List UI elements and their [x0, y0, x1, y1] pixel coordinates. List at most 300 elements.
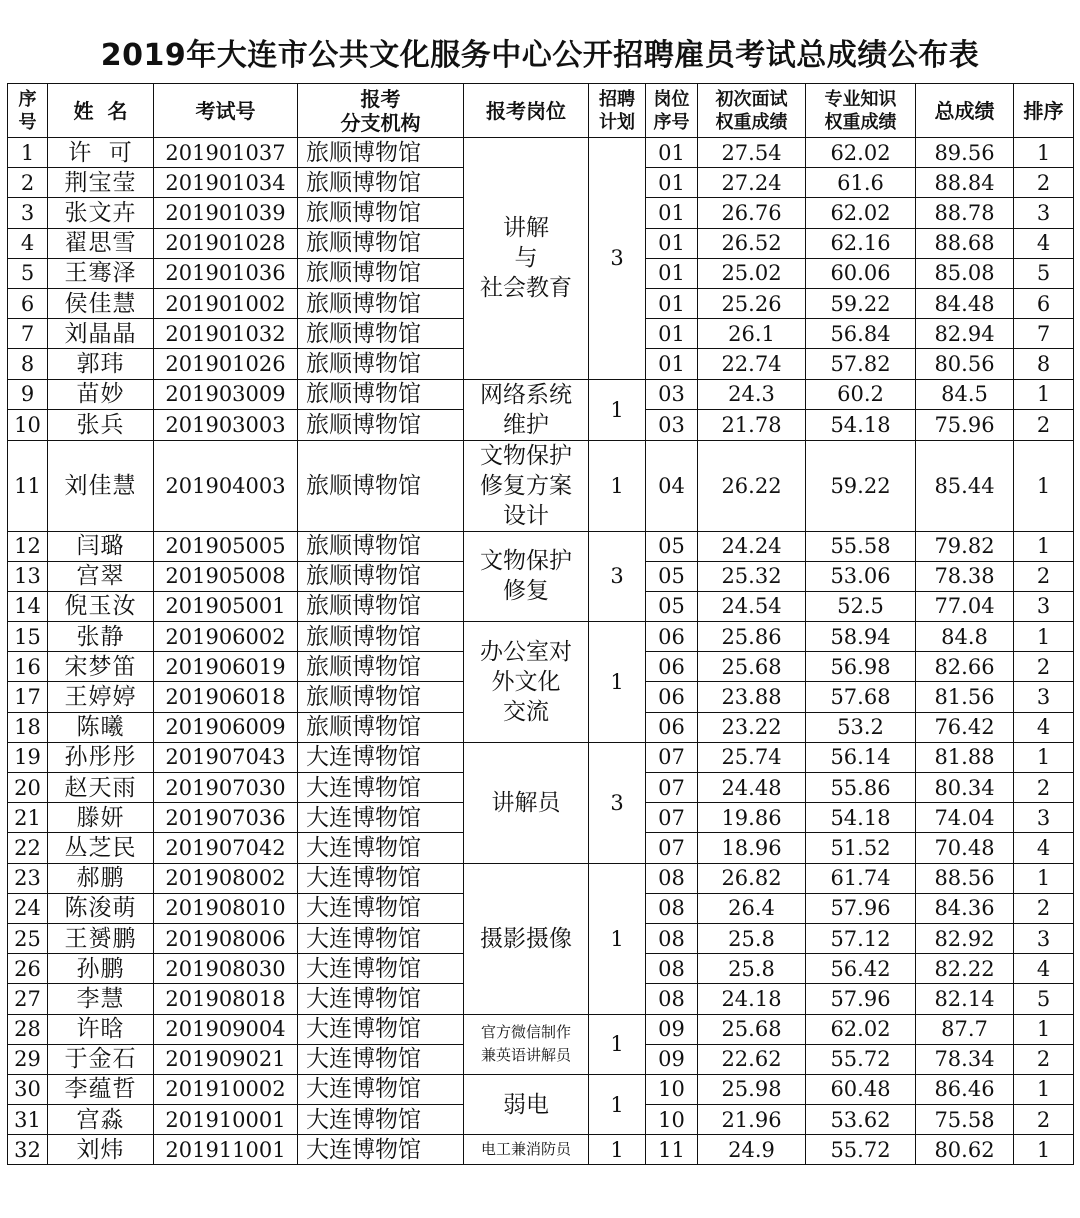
cell-exam-no: 201906019	[154, 652, 298, 682]
cell-post-no: 08	[646, 893, 698, 923]
table-row	[8, 1135, 1074, 1165]
cell-exam-no: 201905001	[154, 591, 298, 621]
cell-post-no: 04	[646, 440, 698, 531]
header-rank: 排序	[1014, 84, 1074, 138]
cell-total: 80.62	[916, 1135, 1014, 1165]
table-row	[8, 440, 1074, 531]
cell-post-no: 01	[646, 258, 698, 288]
cell-post-no: 08	[646, 863, 698, 893]
cell-exam-no: 201901026	[154, 349, 298, 379]
cell-total: 88.84	[916, 168, 1014, 198]
cell-rank: 2	[1014, 410, 1074, 441]
cell-rank: 1	[1014, 531, 1074, 561]
cell-interview: 23.88	[698, 682, 806, 712]
cell-total: 84.36	[916, 893, 1014, 923]
cell-exam-no: 201908002	[154, 863, 298, 893]
cell-interview: 24.48	[698, 773, 806, 803]
cell-knowledge: 53.06	[806, 561, 916, 591]
cell-interview: 25.02	[698, 258, 806, 288]
cell-plan: 1	[589, 379, 646, 440]
cell-rank: 4	[1014, 954, 1074, 984]
cell-seq: 21	[8, 803, 48, 833]
header-seq: 序 号	[8, 84, 48, 138]
cell-rank: 1	[1014, 622, 1074, 652]
cell-exam-no: 201908006	[154, 923, 298, 953]
cell-knowledge: 53.62	[806, 1105, 916, 1135]
cell-name: 丛芝民	[48, 833, 154, 863]
cell-rank: 2	[1014, 561, 1074, 591]
cell-org: 旅顺博物馆	[298, 168, 464, 198]
cell-plan: 3	[589, 531, 646, 622]
cell-rank: 1	[1014, 440, 1074, 531]
cell-seq: 13	[8, 561, 48, 591]
cell-total: 77.04	[916, 591, 1014, 621]
header-name: 姓 名	[48, 84, 154, 138]
cell-org: 旅顺博物馆	[298, 591, 464, 621]
cell-org: 大连博物馆	[298, 893, 464, 923]
cell-name: 许 可	[48, 138, 154, 168]
cell-interview: 25.74	[698, 742, 806, 772]
cell-name: 滕妍	[48, 803, 154, 833]
cell-rank: 1	[1014, 863, 1074, 893]
cell-rank: 2	[1014, 652, 1074, 682]
cell-org: 大连博物馆	[298, 863, 464, 893]
cell-name: 王骞泽	[48, 258, 154, 288]
cell-knowledge: 62.02	[806, 198, 916, 228]
cell-interview: 24.24	[698, 531, 806, 561]
cell-rank: 1	[1014, 1135, 1074, 1165]
cell-interview: 25.68	[698, 652, 806, 682]
cell-interview: 25.86	[698, 622, 806, 652]
cell-name: 李慧	[48, 984, 154, 1014]
cell-org: 旅顺博物馆	[298, 138, 464, 168]
cell-name: 倪玉汝	[48, 591, 154, 621]
cell-org: 旅顺博物馆	[298, 682, 464, 712]
table-row	[8, 622, 1074, 652]
cell-rank: 1	[1014, 742, 1074, 772]
cell-name: 刘佳慧	[48, 440, 154, 531]
cell-post-no: 07	[646, 773, 698, 803]
cell-org: 大连博物馆	[298, 1014, 464, 1044]
cell-rank: 4	[1014, 228, 1074, 258]
cell-knowledge: 56.98	[806, 652, 916, 682]
cell-org: 大连博物馆	[298, 954, 464, 984]
cell-seq: 22	[8, 833, 48, 863]
cell-total: 81.56	[916, 682, 1014, 712]
cell-knowledge: 60.48	[806, 1074, 916, 1104]
cell-knowledge: 60.2	[806, 379, 916, 410]
cell-seq: 9	[8, 379, 48, 410]
cell-exam-no: 201906018	[154, 682, 298, 712]
cell-interview: 26.82	[698, 863, 806, 893]
cell-org: 旅顺博物馆	[298, 622, 464, 652]
cell-seq: 27	[8, 984, 48, 1014]
cell-name: 陈曦	[48, 712, 154, 742]
cell-interview: 21.96	[698, 1105, 806, 1135]
cell-interview: 26.76	[698, 198, 806, 228]
cell-post-no: 01	[646, 349, 698, 379]
cell-name: 张兵	[48, 410, 154, 441]
cell-post: 官方微信制作 兼英语讲解员	[464, 1014, 589, 1074]
cell-total: 74.04	[916, 803, 1014, 833]
cell-total: 84.8	[916, 622, 1014, 652]
cell-total: 84.5	[916, 379, 1014, 410]
cell-name: 闫璐	[48, 531, 154, 561]
cell-org: 旅顺博物馆	[298, 379, 464, 410]
cell-post-no: 01	[646, 138, 698, 168]
cell-org: 旅顺博物馆	[298, 561, 464, 591]
cell-plan: 3	[589, 742, 646, 863]
cell-post-no: 03	[646, 410, 698, 441]
cell-knowledge: 51.52	[806, 833, 916, 863]
cell-total: 81.88	[916, 742, 1014, 772]
cell-plan: 1	[589, 1014, 646, 1074]
header-post-no: 岗位 序号	[646, 84, 698, 138]
header-knowledge: 专业知识 权重成绩	[806, 84, 916, 138]
cell-interview: 27.24	[698, 168, 806, 198]
cell-total: 88.78	[916, 198, 1014, 228]
cell-plan: 1	[589, 440, 646, 531]
cell-total: 80.34	[916, 773, 1014, 803]
cell-knowledge: 55.72	[806, 1044, 916, 1074]
cell-org: 大连博物馆	[298, 923, 464, 953]
cell-name: 侯佳慧	[48, 288, 154, 318]
cell-total: 87.7	[916, 1014, 1014, 1044]
cell-knowledge: 62.02	[806, 1014, 916, 1044]
cell-interview: 24.3	[698, 379, 806, 410]
cell-org: 旅顺博物馆	[298, 349, 464, 379]
cell-interview: 22.74	[698, 349, 806, 379]
cell-org: 大连博物馆	[298, 833, 464, 863]
cell-seq: 26	[8, 954, 48, 984]
cell-exam-no: 201901002	[154, 288, 298, 318]
cell-knowledge: 52.5	[806, 591, 916, 621]
cell-post: 讲解员	[464, 742, 589, 863]
cell-post-no: 06	[646, 622, 698, 652]
cell-exam-no: 201901032	[154, 319, 298, 349]
cell-exam-no: 201906009	[154, 712, 298, 742]
cell-seq: 5	[8, 258, 48, 288]
cell-org: 旅顺博物馆	[298, 440, 464, 531]
cell-total: 78.34	[916, 1044, 1014, 1074]
cell-total: 80.56	[916, 349, 1014, 379]
cell-name: 郭玮	[48, 349, 154, 379]
cell-seq: 32	[8, 1135, 48, 1165]
cell-knowledge: 57.82	[806, 349, 916, 379]
cell-post-no: 05	[646, 531, 698, 561]
cell-interview: 26.1	[698, 319, 806, 349]
cell-name: 李蕴哲	[48, 1074, 154, 1104]
cell-seq: 31	[8, 1105, 48, 1135]
cell-org: 旅顺博物馆	[298, 410, 464, 441]
cell-org: 旅顺博物馆	[298, 712, 464, 742]
cell-exam-no: 201901039	[154, 198, 298, 228]
cell-seq: 24	[8, 893, 48, 923]
cell-total: 82.22	[916, 954, 1014, 984]
cell-exam-no: 201901036	[154, 258, 298, 288]
cell-interview: 23.22	[698, 712, 806, 742]
cell-rank: 3	[1014, 591, 1074, 621]
cell-total: 70.48	[916, 833, 1014, 863]
cell-post-no: 01	[646, 228, 698, 258]
cell-rank: 1	[1014, 379, 1074, 410]
cell-name: 孙彤彤	[48, 742, 154, 772]
cell-post: 弱电	[464, 1074, 589, 1134]
cell-post: 办公室对 外文化 交流	[464, 622, 589, 743]
cell-exam-no: 201909021	[154, 1044, 298, 1074]
cell-post-no: 07	[646, 742, 698, 772]
cell-seq: 19	[8, 742, 48, 772]
cell-exam-no: 201910001	[154, 1105, 298, 1135]
cell-seq: 25	[8, 923, 48, 953]
cell-interview: 19.86	[698, 803, 806, 833]
cell-rank: 8	[1014, 349, 1074, 379]
cell-knowledge: 62.16	[806, 228, 916, 258]
cell-interview: 26.4	[698, 893, 806, 923]
cell-rank: 3	[1014, 923, 1074, 953]
cell-plan: 3	[589, 138, 646, 380]
cell-seq: 28	[8, 1014, 48, 1044]
cell-total: 82.14	[916, 984, 1014, 1014]
cell-name: 宫淼	[48, 1105, 154, 1135]
table-body	[8, 138, 1074, 1165]
cell-knowledge: 55.72	[806, 1135, 916, 1165]
cell-org: 旅顺博物馆	[298, 288, 464, 318]
cell-knowledge: 56.42	[806, 954, 916, 984]
page-title: 2019年大连市公共文化服务中心公开招聘雇员考试总成绩公布表	[100, 38, 980, 73]
cell-post: 摄影摄像	[464, 863, 589, 1014]
table-row	[8, 1014, 1074, 1044]
cell-seq: 14	[8, 591, 48, 621]
cell-knowledge: 57.12	[806, 923, 916, 953]
cell-rank: 4	[1014, 712, 1074, 742]
cell-knowledge: 60.06	[806, 258, 916, 288]
cell-name: 张静	[48, 622, 154, 652]
cell-interview: 27.54	[698, 138, 806, 168]
header-org-line2: 分支机构	[340, 110, 421, 135]
cell-exam-no: 201903009	[154, 379, 298, 410]
cell-org: 旅顺博物馆	[298, 319, 464, 349]
cell-post: 讲解 与 社会教育	[464, 138, 589, 380]
cell-post: 电工兼消防员	[464, 1135, 589, 1165]
table-row	[8, 1074, 1074, 1104]
cell-total: 76.42	[916, 712, 1014, 742]
cell-post: 文物保护 修复	[464, 531, 589, 622]
cell-seq: 29	[8, 1044, 48, 1074]
cell-knowledge: 57.96	[806, 984, 916, 1014]
cell-plan: 1	[589, 1074, 646, 1134]
cell-seq: 16	[8, 652, 48, 682]
table-row	[8, 863, 1074, 893]
cell-interview: 26.52	[698, 228, 806, 258]
cell-seq: 11	[8, 440, 48, 531]
cell-seq: 18	[8, 712, 48, 742]
cell-rank: 4	[1014, 833, 1074, 863]
cell-seq: 6	[8, 288, 48, 318]
cell-interview: 25.32	[698, 561, 806, 591]
cell-rank: 6	[1014, 288, 1074, 318]
cell-name: 郝鹏	[48, 863, 154, 893]
cell-exam-no: 201908030	[154, 954, 298, 984]
cell-exam-no: 201905008	[154, 561, 298, 591]
cell-total: 89.56	[916, 138, 1014, 168]
cell-rank: 2	[1014, 773, 1074, 803]
cell-org: 旅顺博物馆	[298, 652, 464, 682]
cell-interview: 26.22	[698, 440, 806, 531]
cell-name: 刘晶晶	[48, 319, 154, 349]
cell-exam-no: 201907042	[154, 833, 298, 863]
cell-total: 82.66	[916, 652, 1014, 682]
cell-name: 赵天雨	[48, 773, 154, 803]
cell-name: 刘炜	[48, 1135, 154, 1165]
cell-org: 旅顺博物馆	[298, 198, 464, 228]
cell-interview: 21.78	[698, 410, 806, 441]
cell-org: 大连博物馆	[298, 1044, 464, 1074]
cell-post-no: 08	[646, 984, 698, 1014]
cell-interview: 24.9	[698, 1135, 806, 1165]
table-row	[8, 742, 1074, 772]
table-row	[8, 379, 1074, 410]
cell-exam-no: 201901037	[154, 138, 298, 168]
cell-post: 网络系统 维护	[464, 379, 589, 440]
cell-rank: 2	[1014, 1105, 1074, 1135]
cell-name: 孙鹏	[48, 954, 154, 984]
table-row	[8, 138, 1074, 168]
cell-exam-no: 201901028	[154, 228, 298, 258]
cell-knowledge: 57.68	[806, 682, 916, 712]
cell-org: 旅顺博物馆	[298, 258, 464, 288]
cell-knowledge: 56.84	[806, 319, 916, 349]
cell-post-no: 08	[646, 954, 698, 984]
cell-name: 于金石	[48, 1044, 154, 1074]
cell-org: 大连博物馆	[298, 773, 464, 803]
cell-post-no: 01	[646, 319, 698, 349]
cell-knowledge: 59.22	[806, 288, 916, 318]
cell-post: 文物保护 修复方案 设计	[464, 440, 589, 531]
cell-knowledge: 55.58	[806, 531, 916, 561]
cell-plan: 1	[589, 622, 646, 743]
cell-seq: 4	[8, 228, 48, 258]
cell-seq: 20	[8, 773, 48, 803]
cell-exam-no: 201907036	[154, 803, 298, 833]
cell-post-no: 01	[646, 198, 698, 228]
cell-exam-no: 201908018	[154, 984, 298, 1014]
cell-rank: 3	[1014, 803, 1074, 833]
cell-total: 84.48	[916, 288, 1014, 318]
header-org	[298, 84, 464, 138]
cell-rank: 7	[1014, 319, 1074, 349]
cell-total: 82.94	[916, 319, 1014, 349]
cell-post-no: 10	[646, 1105, 698, 1135]
cell-interview: 24.18	[698, 984, 806, 1014]
cell-rank: 2	[1014, 893, 1074, 923]
cell-total: 85.08	[916, 258, 1014, 288]
cell-knowledge: 61.74	[806, 863, 916, 893]
cell-name: 陈浚萌	[48, 893, 154, 923]
cell-exam-no: 201909004	[154, 1014, 298, 1044]
header-exam-no: 考试号	[154, 84, 298, 138]
cell-name: 王婷婷	[48, 682, 154, 712]
cell-interview: 25.8	[698, 954, 806, 984]
cell-seq: 17	[8, 682, 48, 712]
cell-total: 86.46	[916, 1074, 1014, 1104]
cell-knowledge: 53.2	[806, 712, 916, 742]
cell-org: 大连博物馆	[298, 742, 464, 772]
cell-post-no: 06	[646, 652, 698, 682]
cell-total: 75.96	[916, 410, 1014, 441]
cell-total: 79.82	[916, 531, 1014, 561]
cell-post-no: 08	[646, 923, 698, 953]
cell-exam-no: 201904003	[154, 440, 298, 531]
header-interview: 初次面试 权重成绩	[698, 84, 806, 138]
cell-rank: 3	[1014, 198, 1074, 228]
cell-seq: 10	[8, 410, 48, 441]
cell-total: 88.56	[916, 863, 1014, 893]
cell-name: 许晗	[48, 1014, 154, 1044]
cell-total: 75.58	[916, 1105, 1014, 1135]
cell-post-no: 01	[646, 288, 698, 318]
header-total: 总成绩	[916, 84, 1014, 138]
cell-knowledge: 55.86	[806, 773, 916, 803]
cell-seq: 15	[8, 622, 48, 652]
cell-seq: 12	[8, 531, 48, 561]
cell-exam-no: 201908010	[154, 893, 298, 923]
cell-name: 王赟鹏	[48, 923, 154, 953]
cell-exam-no: 201901034	[154, 168, 298, 198]
cell-exam-no: 201907043	[154, 742, 298, 772]
cell-name: 宋梦笛	[48, 652, 154, 682]
cell-knowledge: 57.96	[806, 893, 916, 923]
cell-interview: 24.54	[698, 591, 806, 621]
cell-org: 大连博物馆	[298, 1105, 464, 1135]
cell-total: 85.44	[916, 440, 1014, 531]
cell-seq: 23	[8, 863, 48, 893]
cell-name: 张文卉	[48, 198, 154, 228]
cell-post-no: 07	[646, 833, 698, 863]
cell-seq: 7	[8, 319, 48, 349]
cell-org: 大连博物馆	[298, 984, 464, 1014]
cell-seq: 8	[8, 349, 48, 379]
cell-seq: 3	[8, 198, 48, 228]
cell-exam-no: 201905005	[154, 531, 298, 561]
cell-rank: 1	[1014, 1074, 1074, 1104]
cell-interview: 25.68	[698, 1014, 806, 1044]
cell-exam-no: 201911001	[154, 1135, 298, 1165]
cell-rank: 5	[1014, 984, 1074, 1014]
cell-post-no: 10	[646, 1074, 698, 1104]
cell-seq: 2	[8, 168, 48, 198]
cell-name: 荆宝莹	[48, 168, 154, 198]
cell-knowledge: 61.6	[806, 168, 916, 198]
cell-total: 88.68	[916, 228, 1014, 258]
cell-interview: 25.26	[698, 288, 806, 318]
cell-post-no: 11	[646, 1135, 698, 1165]
cell-exam-no: 201907030	[154, 773, 298, 803]
cell-post-no: 09	[646, 1014, 698, 1044]
table-row	[8, 531, 1074, 561]
cell-rank: 3	[1014, 682, 1074, 712]
cell-plan: 1	[589, 863, 646, 1014]
cell-post-no: 07	[646, 803, 698, 833]
cell-seq: 1	[8, 138, 48, 168]
header-org-line1: 报考	[360, 86, 401, 111]
cell-name: 宫翠	[48, 561, 154, 591]
cell-total: 78.38	[916, 561, 1014, 591]
cell-total: 82.92	[916, 923, 1014, 953]
cell-post-no: 06	[646, 682, 698, 712]
cell-org: 大连博物馆	[298, 803, 464, 833]
cell-org: 大连博物馆	[298, 1135, 464, 1165]
